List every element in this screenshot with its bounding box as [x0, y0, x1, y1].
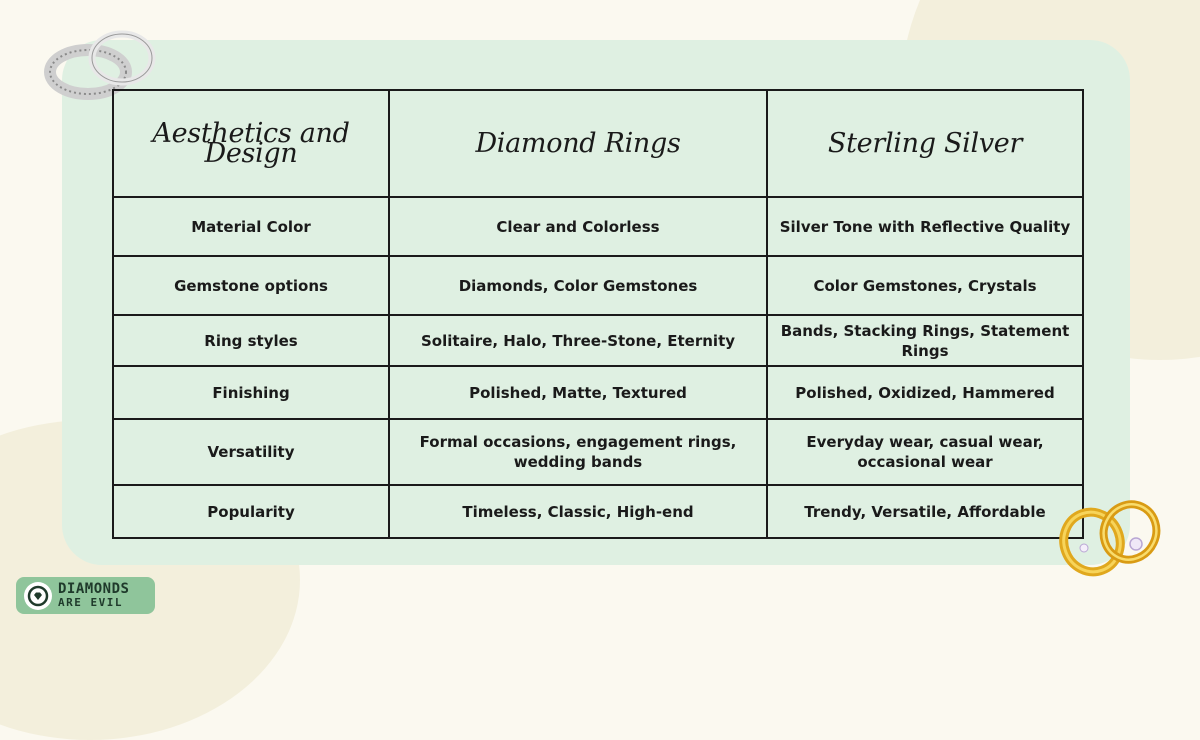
diamond-cell: Formal occasions, engagement rings, wedding bands	[389, 419, 767, 485]
diamond-cell: Timeless, Classic, High-end	[389, 485, 767, 538]
silver-rings-icon	[44, 20, 158, 100]
row-label: Ring styles	[113, 315, 389, 366]
row-label: Material Color	[113, 197, 389, 256]
silver-cell: Silver Tone with Reflective Quality	[767, 197, 1083, 256]
silver-cell: Everyday wear, casual wear, occasional wear	[767, 419, 1083, 485]
header-aesthetics: Aesthetics and Design	[113, 90, 389, 197]
diamond-cell: Polished, Matte, Textured	[389, 366, 767, 419]
silver-cell: Trendy, Versatile, Affordable	[767, 485, 1083, 538]
row-label: Gemstone options	[113, 256, 389, 315]
brand-logo[interactable]	[16, 577, 155, 614]
table-row	[113, 485, 1083, 538]
diamond-cell: Solitaire, Halo, Three-Stone, Eternity	[389, 315, 767, 366]
header-sterling-silver: Sterling Silver	[767, 90, 1083, 197]
header-diamond-rings: Diamond Rings	[389, 90, 767, 197]
header-row	[113, 90, 1083, 197]
silver-cell: Polished, Oxidized, Hammered	[767, 366, 1083, 419]
table-row	[113, 256, 1083, 315]
silver-cell: Color Gemstones, Crystals	[767, 256, 1083, 315]
table-row	[113, 419, 1083, 485]
comparison-table	[112, 89, 1084, 539]
table-row	[113, 366, 1083, 419]
diamond-cell: Diamonds, Color Gemstones	[389, 256, 767, 315]
silver-cell: Bands, Stacking Rings, Statement Rings	[767, 315, 1083, 366]
logo-mark-icon	[24, 582, 52, 610]
row-label: Finishing	[113, 366, 389, 419]
table-row	[113, 315, 1083, 366]
row-label: Popularity	[113, 485, 389, 538]
logo-line-1: DIAMONDS	[58, 580, 130, 597]
diamond-cell: Clear and Colorless	[389, 197, 767, 256]
row-label: Versatility	[113, 419, 389, 485]
gold-rings-icon	[1052, 498, 1168, 578]
logo-line-2: ARE EVIL	[58, 595, 123, 609]
table-row	[113, 197, 1083, 256]
